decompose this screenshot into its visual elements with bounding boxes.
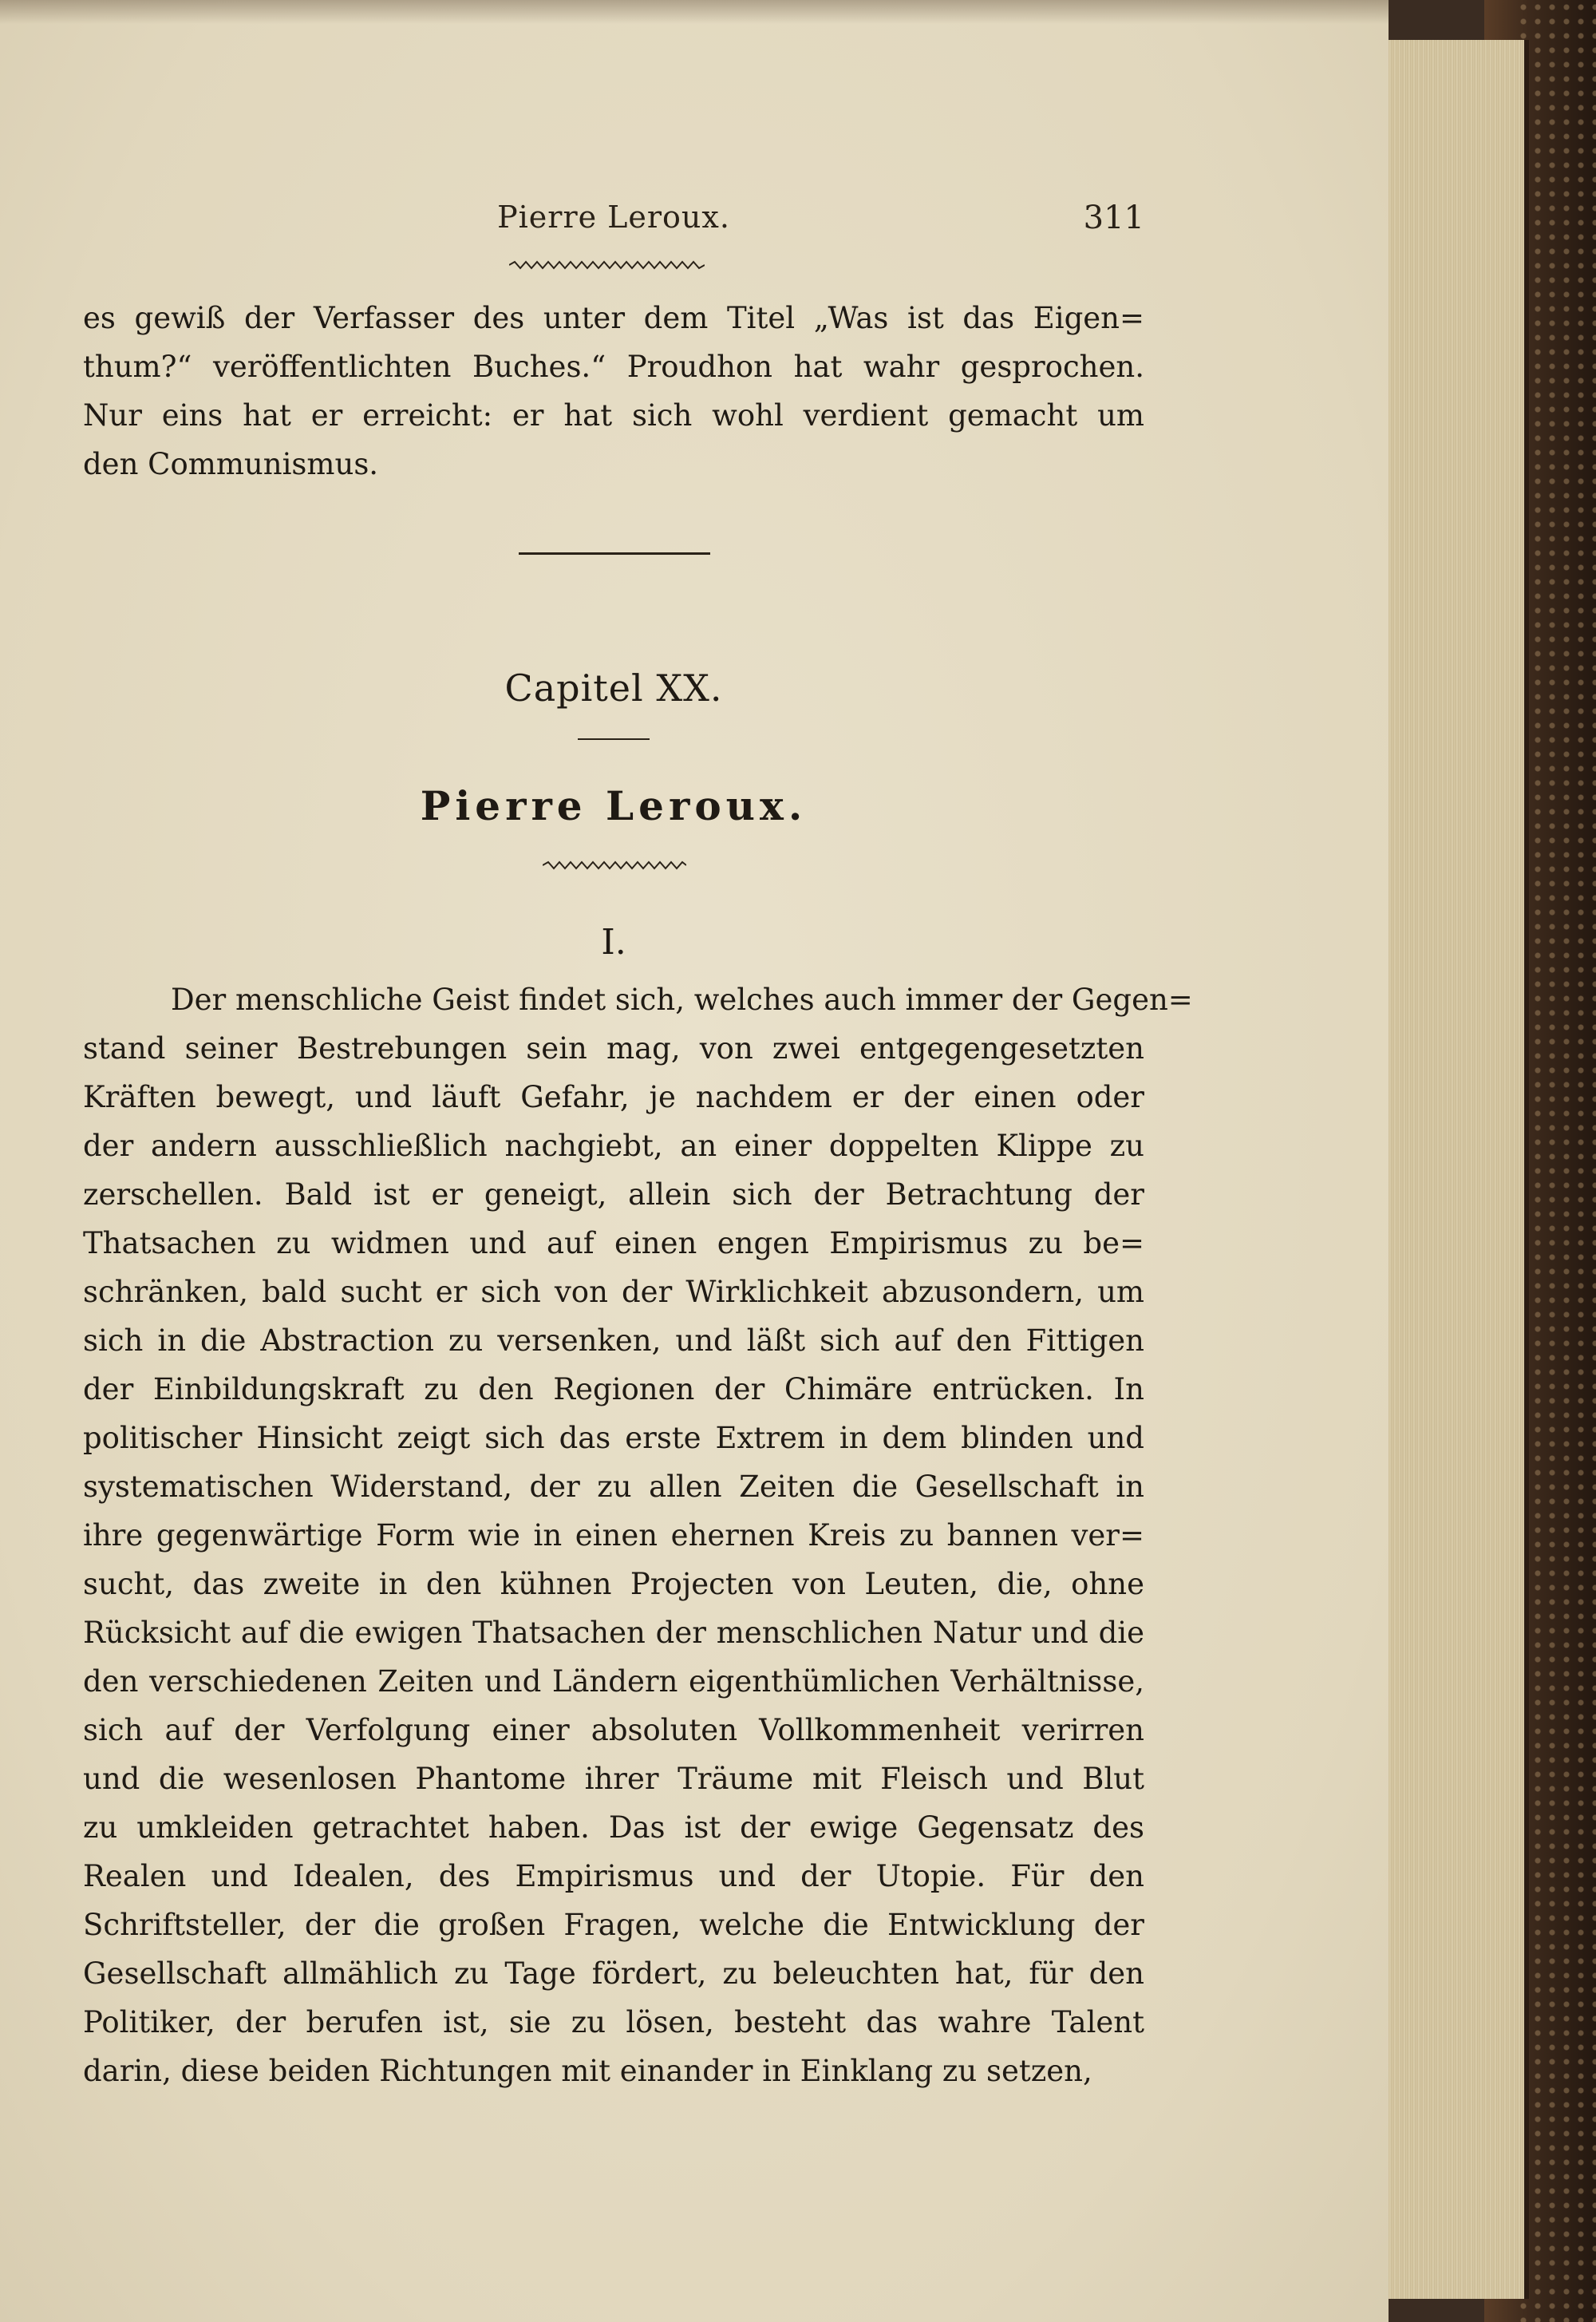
text-line: zu umkleiden getrachtet haben. Das ist der ewige Gegensatz des xyxy=(83,1810,1144,1845)
text-line: Rücksicht auf die ewigen Thatsachen der menschlichen Natur und die xyxy=(83,1616,1144,1650)
running-title: Pierre Leroux. xyxy=(497,200,730,235)
text-line: den verschiedenen Zeiten und Ländern eigenthümlichen Verhältnisse, xyxy=(83,1664,1144,1699)
page-shadow xyxy=(0,0,1389,24)
chapter-title: Pierre Leroux. xyxy=(420,782,808,829)
text-line: Schriftsteller, der die großen Fragen, welche die Entwicklung der xyxy=(83,1908,1144,1942)
text-line: stand seiner Bestrebungen sein mag, von zwei entgegengesetzten xyxy=(83,1031,1144,1066)
text-line: schränken, bald sucht er sich von der Wirklichkeit abzusondern, um xyxy=(83,1275,1144,1309)
section-divider xyxy=(519,552,710,555)
header-ornament xyxy=(509,259,705,271)
text-line: systematischen Widerstand, der zu allen Zeiten die Gesellschaft in xyxy=(83,1470,1144,1504)
text-line: sich auf der Verfolgung einer absoluten Vollkommenheit verirren xyxy=(83,1713,1144,1747)
text-line: thum?“ veröffentlichten Buches.“ Proudhon hat wahr gesprochen. xyxy=(83,350,1144,384)
text-line: politischer Hinsicht zeigt sich das erste Extrem in dem blinden und xyxy=(83,1421,1144,1455)
body-paragraph xyxy=(83,975,1193,2095)
text-line: Nur eins hat er erreicht: er hat sich wohl verdient gemacht um xyxy=(83,398,1144,433)
text-line: es gewiß der Verfasser des unter dem Titel „Was ist das Eigen= xyxy=(83,301,1144,335)
page-header xyxy=(83,200,1144,247)
text-line: Realen und Idealen, des Empirismus und der Utopie. Für den xyxy=(83,1859,1144,1893)
text-line: Kräften bewegt, und läuft Gefahr, je nachdem er der einen oder xyxy=(83,1080,1144,1114)
text-line: den Communismus. xyxy=(83,447,379,481)
chapter-label: Capitel XX. xyxy=(504,667,723,710)
text-line: und die wesenlosen Phantome ihrer Träume mit Fleisch und Blut xyxy=(83,1762,1144,1796)
text-line: zerschellen. Bald ist er geneigt, allein sich der Betrachtung der xyxy=(83,1177,1144,1212)
text-line: ihre gegenwärtige Form wie in einen ehernen Kreis zu bannen ver= xyxy=(83,1518,1144,1553)
top-paragraph xyxy=(83,294,1144,489)
text-line: Der menschliche Geist findet sich, welches auch immer der Gegen= xyxy=(171,983,1193,1017)
text-line: Gesellschaft allmählich zu Tage fördert, zu beleuchten hat, für den xyxy=(83,1956,1144,1991)
text-line: sich in die Abstraction zu versenken, und läßt sich auf den Fittigen xyxy=(83,1323,1144,1358)
text-line: der andern ausschließlich nachgiebt, an einer doppelten Klippe zu xyxy=(83,1129,1144,1163)
page-edges xyxy=(1373,40,1529,2299)
text-line: darin, diese beiden Richtungen mit einander in Einklang zu setzen, xyxy=(83,2054,1092,2088)
text-line: sucht, das zweite in den kühnen Projecten von Leuten, die, ohne xyxy=(83,1567,1144,1601)
text-line: der Einbildungskraft zu den Regionen der Chimäre entrücken. In xyxy=(83,1372,1144,1406)
text-line: Thatsachen zu widmen und auf einen engen Empirismus zu be= xyxy=(83,1226,1144,1260)
chapter-rule xyxy=(578,738,650,740)
section-number: I. xyxy=(601,922,626,963)
page-number: 311 xyxy=(1083,200,1144,236)
title-ornament xyxy=(543,860,686,871)
text-line: Politiker, der berufen ist, sie zu lösen, besteht das wahre Talent xyxy=(83,2005,1144,2039)
